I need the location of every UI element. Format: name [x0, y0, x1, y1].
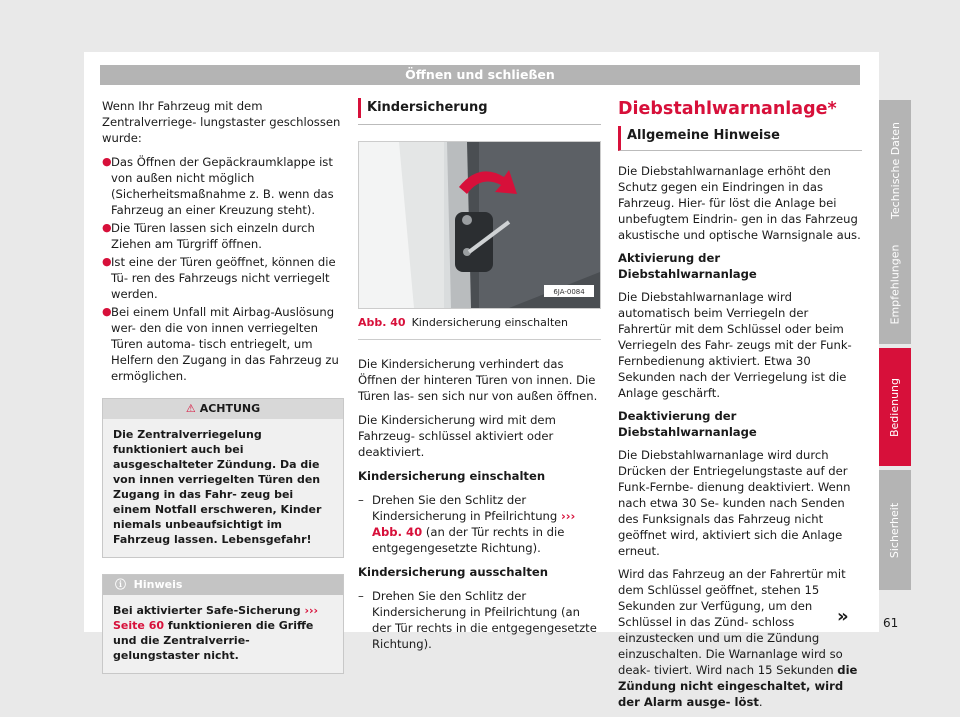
bullet-item — [102, 254, 342, 302]
tab-sicherheit[interactable]: Sicherheit — [879, 470, 911, 590]
tab-empfehlungen[interactable]: Empfehlungen — [879, 224, 911, 344]
paragraph: Die Diebstahlwarnanlage wird durch Drücken der Entriegelungstaste auf der Funk-Fernbe- dienung deaktiviert. Wenn nach etwa 30 Se- kunden nach Senden des Funksignals das Fahrzeug nicht geöffnet wird, aktiviert sich die Anlage erneut. — [618, 448, 851, 558]
bullet-icon: ● — [102, 221, 112, 234]
chapter-title: Diebstahlwarnanlage* — [618, 99, 837, 119]
page-number: 61 — [883, 616, 899, 630]
middle-column — [358, 98, 601, 660]
tab-technische-daten[interactable]: Technische Daten — [879, 100, 911, 240]
subheading: Kindersicherung einschalten — [358, 469, 546, 483]
paragraph: Die Kindersicherung verhindert das Öffnen der hinteren Türen von innen. Die Türen las- sen sich nur von außen öffnen. — [358, 357, 598, 403]
bullet-item — [102, 220, 342, 252]
dash-marker: – — [358, 589, 364, 603]
figure-caption — [358, 315, 601, 340]
tab-bedienung[interactable]: Bedienung — [879, 348, 911, 466]
bullet-icon: ● — [102, 255, 112, 268]
bullet-item — [102, 154, 342, 218]
bullet-text: Bei einem Unfall mit Airbag-Auslösung wer- den die von innen verriegelten Türen automa- tisch entriegelt, um Helfern den Zugang in das Fahrzeug zu ermöglichen. — [111, 305, 339, 383]
warning-box — [102, 398, 344, 558]
step-item: – Drehen Sie den Schlitz der Kindersicherung in Pfeilrichtung ››› Abb. 40 (an der Tür rechts in die entgegengesetzte Richtung). — [358, 493, 576, 555]
hint-text: Bei aktivierter Safe-Sicherung ››› Seite 60 funktionieren die Griffe und die Zentralverrie- gelungstaster nicht. — [113, 604, 319, 662]
bullet-text: Die Türen lassen sich einzeln durch Ziehen am Türgriff öffnen. — [111, 221, 315, 251]
figure-caption-text: Kindersicherung einschalten — [411, 316, 569, 329]
subheading: Kindersicherung ausschalten — [358, 565, 548, 579]
dash-marker: – — [358, 493, 364, 507]
bullet-icon: ● — [102, 155, 112, 168]
section-title: Allgemeine Hinweise — [618, 126, 862, 151]
info-icon: ⓘ — [115, 578, 126, 591]
page-reference-link[interactable]: ››› Seite 60 — [113, 604, 319, 632]
paragraph: Die Diebstahlwarnanlage erhöht den Schutz gegen ein Eindringen in das Fahrzeug. Hier- für löst die Anlage bei unbefugtem Eindrin- gen in das Fahrzeug akustische und optische Warnsignale aus. — [618, 164, 861, 242]
step-item: – Drehen Sie den Schlitz der Kindersicherung in Pfeilrichtung (an der Tür rechts in die entgegengesetzte Richtung). — [358, 589, 597, 651]
warning-label: ACHTUNG — [199, 402, 261, 415]
figure-code: 6JA-0084 — [553, 288, 585, 296]
section-title: Kindersicherung — [358, 98, 601, 118]
left-column — [102, 98, 342, 674]
intro-text: Wenn Ihr Fahrzeug mit dem Zentralverriege- lungstaster geschlossen wurde: — [102, 99, 341, 145]
bullet-text: Das Öffnen der Gepäckraumklappe ist von außen nicht möglich (Sicherheitsmaßnahme z. B. wenn das Fahrzeug an einer Kreuzung steht). — [111, 155, 334, 217]
subheading: Aktivierung der Diebstahlwarnanlage — [618, 251, 757, 281]
paragraph: Die Kindersicherung wird mit dem Fahrzeug- schlüssel aktiviert oder deaktiviert. — [358, 413, 556, 459]
paragraph: Die Diebstahlwarnanlage wird automatisch beim Verriegeln der Fahrertür mit dem Schlüssel oder beim Verriegeln des Fahr- zeugs mit der Funk-Fernbedienung aktiviert. Etwa 30 Sekunden nach der Verriegelung ist die Anlage geschärft. — [618, 290, 852, 400]
figure-reference-link[interactable]: ››› Abb. 40 — [372, 509, 576, 539]
hint-header — [103, 575, 343, 595]
child-lock-figure — [358, 141, 601, 309]
figure-number: Abb. 40 — [358, 316, 406, 329]
bullet-text: Ist eine der Türen geöffnet, können die Tü- ren des Fahrzeugs nicht verriegelt werden. — [111, 255, 336, 301]
bullet-item — [102, 304, 342, 384]
warning-triangle-icon: ⚠ — [185, 402, 196, 415]
section-header: Öffnen und schließen — [100, 65, 860, 85]
paragraph: Wird das Fahrzeug an der Fahrertür mit dem Schlüssel geöffnet, stehen 15 Sekunden zur Verfügung, um den Schlüssel in das Zünd- schloss einzustecken und um die Zündung einzuschalten. Die Warnanlage wird so deak- tiviert. Wird nach 15 Sekunden die Zündung nicht eingeschaltet, wird der Alarm ausge- löst. — [618, 567, 858, 709]
warning-header — [103, 399, 343, 419]
continue-icon: » — [837, 606, 849, 627]
subheading: Deaktivierung der Diebstahlwarnanlage — [618, 409, 757, 439]
right-column — [618, 98, 862, 717]
warning-text: Die Zentralverriegelung funktioniert auch bei ausgeschalteter Zündung. Da die von innen verriegelten Türen den Zugang in das Fahr- zeug bei einem Notfall erschweren, Kinder niemals unbeaufsichtigt im Fahrzeug lassen. Lebensgefahr! — [113, 428, 322, 546]
hint-label: Hinweis — [133, 578, 183, 591]
door-lock-illustration — [359, 142, 600, 308]
bullet-icon: ● — [102, 305, 112, 318]
hint-box — [102, 574, 344, 674]
